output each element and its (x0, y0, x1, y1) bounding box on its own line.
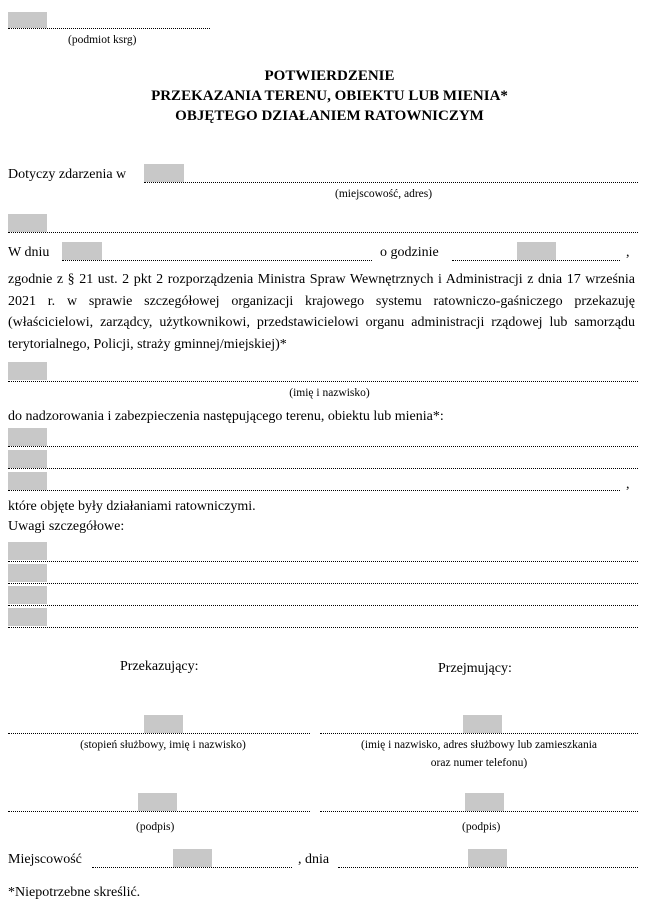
recipient-heading: Przejmujący: (438, 661, 512, 676)
recipient-signature-field-redacted[interactable] (465, 793, 504, 811)
recipient-caption-line2: oraz numer telefonu) (430, 757, 528, 769)
incident-location-line (144, 182, 638, 183)
day-field-line (62, 260, 372, 261)
object-comma: , (626, 477, 630, 492)
object-after-text: które objęte były działaniami ratowniczymi. (8, 499, 256, 514)
remarks-label: Uwagi szczegółowe: (8, 519, 125, 534)
incident-label: Dotyczy zdarzenia w (8, 167, 127, 182)
document-title-line3: OBJĘTEGO DZIAŁANIEM RATOWNICZYM (175, 108, 484, 124)
recipient-details-line (320, 733, 638, 734)
hour-field-redacted[interactable] (517, 242, 556, 260)
transferor-name-line (8, 733, 310, 734)
subject-caption: (podmiot ksrg) (68, 34, 137, 46)
date-label: , dnia (298, 852, 330, 867)
object-line-3 (8, 490, 620, 491)
recipient-name-field-redacted[interactable] (8, 362, 47, 380)
remarks-line-2 (8, 583, 638, 584)
date-line (338, 867, 638, 868)
remarks-line-4 (8, 627, 638, 628)
object-label: do nadzorowania i zabezpieczenia następującego terenu, obiektu lub mienia*: (8, 409, 444, 424)
object-line-1 (8, 446, 638, 447)
date-field-redacted[interactable] (468, 849, 507, 867)
object-field-2-redacted[interactable] (8, 450, 47, 468)
incident-extra-line (8, 232, 638, 233)
remarks-field-3-redacted[interactable] (8, 586, 47, 604)
day-label: W dniu (8, 245, 50, 260)
recipient-signature-line (320, 811, 638, 812)
recipient-details-field-redacted[interactable] (463, 715, 502, 733)
remarks-field-4-redacted[interactable] (8, 608, 47, 626)
transferor-signature-caption: (podpis) (136, 821, 175, 833)
recipient-name-line (8, 381, 638, 382)
remarks-field-1-redacted[interactable] (8, 542, 47, 560)
transferor-name-field-redacted[interactable] (144, 715, 183, 733)
transferor-heading: Przekazujący: (120, 659, 199, 674)
incident-caption: (miejscowość, adres) (335, 188, 433, 200)
place-line (92, 867, 292, 868)
subject-field-line (8, 28, 210, 29)
object-field-1-redacted[interactable] (8, 428, 47, 446)
day-field-redacted[interactable] (62, 242, 102, 260)
hour-label: o godzinie (380, 245, 439, 260)
remarks-line-3 (8, 605, 638, 606)
subject-field-redacted[interactable] (8, 12, 47, 28)
footnote: *Niepotrzebne skreślić. (8, 885, 141, 900)
place-field-redacted[interactable] (173, 849, 212, 867)
hour-comma: , (626, 245, 630, 260)
object-line-2 (8, 468, 638, 469)
transferor-signature-line (8, 811, 310, 812)
document-title-line1: POTWIERDZENIE (264, 68, 395, 84)
document-title-line2: PRZEKAZANIA TERENU, OBIEKTU LUB MIENIA* (151, 88, 508, 104)
recipient-caption: (imię i nazwisko) (289, 387, 370, 399)
transferor-signature-field-redacted[interactable] (138, 793, 177, 811)
place-label: Miejscowość (8, 852, 82, 867)
legal-paragraph: zgodnie z § 21 ust. 2 pkt 2 rozporządzenia Ministra Spraw Wewnętrznych i Administracji z dnia 17 września 2021 r. w sprawie szczegółowej organizacji krajowego systemu ratowniczo-gaśniczego przekazuję (właścicielowi, zarządcy, użytkownikowi, przedstawicielowi organu administracji rządowej lub samorządu terytorialnego, Policji, straży gminnej/miejskiej)* (8, 272, 635, 352)
incident-location-field-redacted[interactable] (144, 164, 184, 182)
recipient-signature-caption: (podpis) (462, 821, 501, 833)
transferor-caption: (stopień służbowy, imię i nazwisko) (80, 739, 246, 751)
hour-field-line (452, 260, 620, 261)
recipient-caption-line1: (imię i nazwisko, adres służbowy lub zamieszkania (361, 739, 597, 751)
object-field-3-redacted[interactable] (8, 472, 47, 490)
incident-extra-field-redacted[interactable] (8, 214, 47, 232)
remarks-field-2-redacted[interactable] (8, 564, 47, 582)
remarks-line-1 (8, 561, 638, 562)
